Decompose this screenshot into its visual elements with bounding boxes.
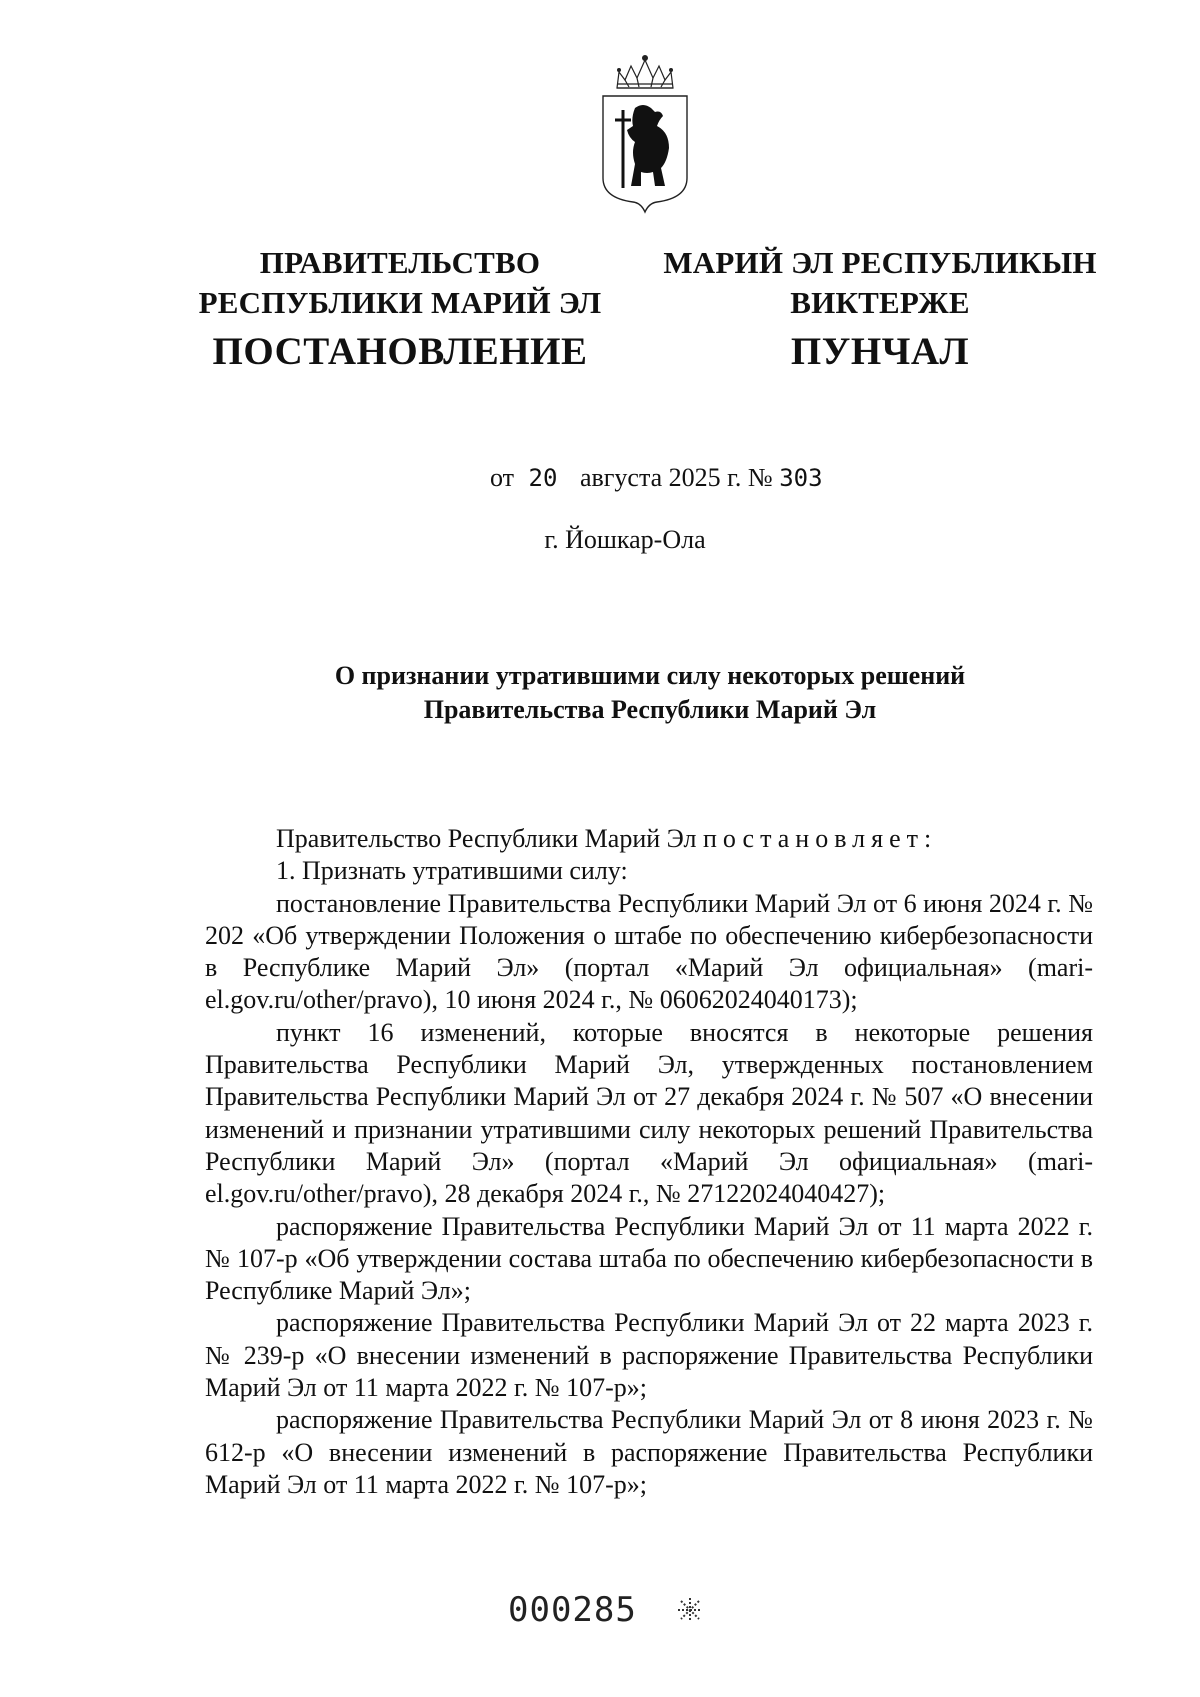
intro-text: Правительство Республики Марий Эл — [276, 824, 703, 853]
asterisk-mark-icon — [676, 1596, 704, 1624]
title-line2: Правительства Республики Марий Эл — [423, 695, 877, 724]
intro-paragraph — [205, 823, 1093, 855]
paragraph-6: распоряжение Правительства Республики Марий Эл от 8 июня 2023 г. № 612-р «О внесении изменений в распоряжение Правительства Республики Марий Эл от 11 марта 2022 г. № 107-р»; — [205, 1405, 1093, 1499]
date-line — [490, 463, 823, 493]
paragraph-1: 1. Признать утратившими силу: — [276, 856, 628, 886]
document-body — [205, 823, 1093, 1501]
header-left-line1: ПРАВИТЕЛЬСТВО — [259, 245, 541, 280]
header-left — [195, 243, 605, 375]
date-month-year: августа 2025 г. № — [579, 463, 773, 492]
coat-of-arms-emblem — [595, 50, 695, 220]
city-name: г. Йошкар-Ола — [544, 525, 706, 554]
header-left-doc-type: ПОСТАНОВЛЕНИЕ — [212, 330, 588, 373]
header-right — [660, 243, 1100, 375]
paragraph-3: пункт 16 изменений, которые вносятся в некоторые решения Правительства Республики Марий Эл, утвержденных постановлением Правительства Республики Марий Эл от 27 декабря 2024 г. № 507 «О внесении изменений и признании утратившими силу некоторых решений Правительства Республики Марий Эл» (портал «Марий Эл официальная» (mari-el.gov.ru/other/pravo), 28 декабря 2024 г., № 27122024040427); — [205, 1017, 1093, 1209]
header-left-line2: РЕСПУБЛИКИ МАРИЙ ЭЛ — [198, 285, 602, 320]
paragraph-4: распоряжение Правительства Республики Марий Эл от 11 марта 2022 г. № 107-р «Об утверждении состава штаба по обеспечению кибербезопасности в Республике Марий Эл»; — [205, 1211, 1093, 1306]
document-number: 303 — [779, 464, 823, 492]
paragraph-2: постановление Правительства Республики Марий Эл от 6 июня 2024 г. № 202 «Об утверждении Положения о штабе по обеспечению кибербезопасности в Республике Марий Эл» (портал «Марий Эл официальная» (mari-el.gov.ru/other/pravo), 10 июня 2024 г., № 06062024040173); — [205, 888, 1093, 1015]
header-right-line2: ВИКТЕРЖЕ — [790, 285, 970, 320]
intro-spaced-verb: постановляет: — [702, 824, 938, 853]
document-title — [150, 659, 1150, 727]
header-right-line1: МАРИЙ ЭЛ РЕСПУБЛИКЫН — [663, 245, 1097, 280]
paragraph-5: распоряжение Правительства Республики Марий Эл от 22 марта 2023 г. № 239-р «О внесении изменений в распоряжение Правительства Республики Марий Эл от 11 марта 2022 г. № 107-р»; — [205, 1308, 1093, 1403]
header-right-doc-type: ПУНЧАЛ — [790, 330, 970, 373]
title-line1: О признании утратившими силу некоторых решений — [334, 661, 966, 690]
date-day: 20 — [528, 464, 558, 492]
serial-number: 000285 — [508, 1590, 637, 1630]
date-prefix: от — [490, 463, 515, 492]
